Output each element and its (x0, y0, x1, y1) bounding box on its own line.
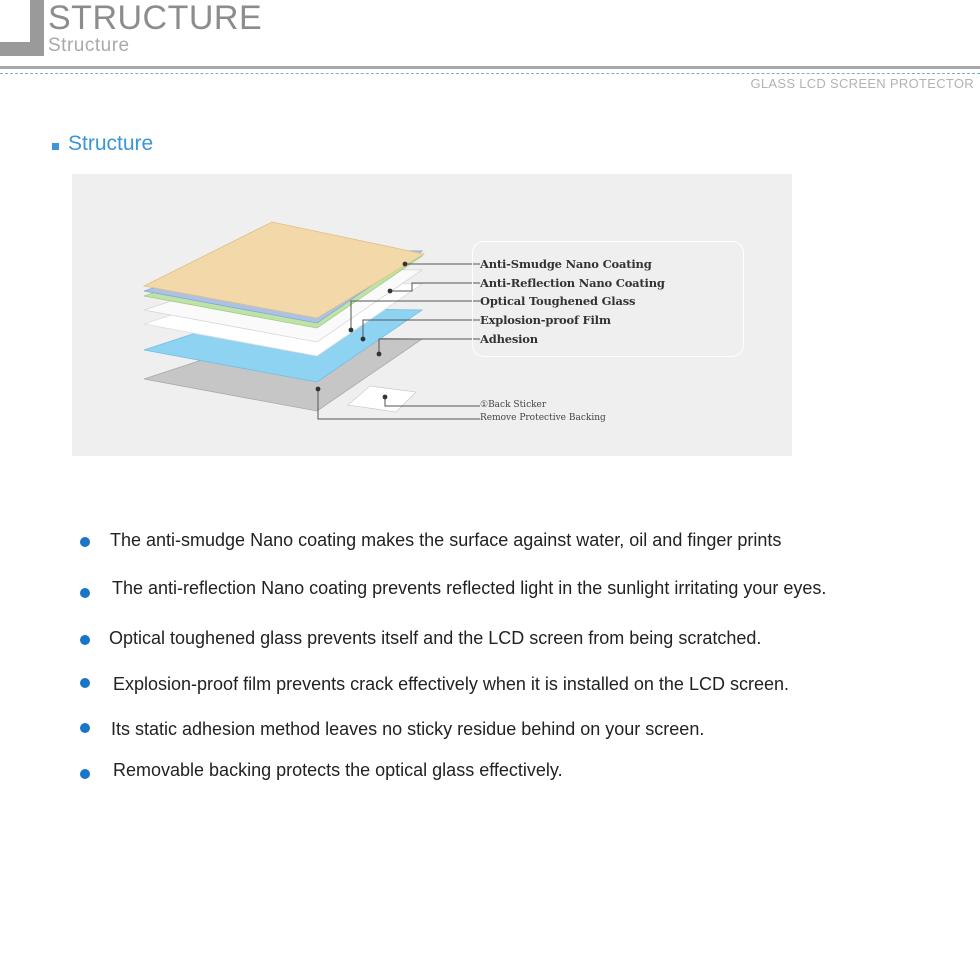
feature-text: Its static adhesion method leaves no sticky residue behind on your screen. (111, 719, 705, 739)
label-toughened-glass: Optical Toughened Glass (480, 294, 636, 308)
section-bullet-icon (52, 143, 59, 150)
feature-text: Optical toughened glass prevents itself and the LCD screen from being scratched. (109, 628, 762, 648)
bullet-icon (80, 769, 90, 779)
header-bracket-decoration (0, 0, 44, 56)
feature-text: The anti-reflection Nano coating prevents reflected light in the sunlight irritating your eyes. (112, 578, 827, 598)
page-title: STRUCTURE (48, 0, 263, 37)
feature-text: Removable backing protects the optical glass effectively. (113, 760, 563, 780)
bullet-icon (80, 537, 90, 547)
header-dashed-rule (0, 73, 980, 74)
feature-text: Explosion-proof film prevents crack effectively when it is installed on the LCD screen. (113, 674, 789, 694)
label-remove-backing: Remove Protective Backing (480, 413, 606, 423)
back-sticker-card (348, 386, 416, 412)
bullet-icon (80, 588, 90, 598)
bullet-icon (80, 723, 90, 733)
header-rule (0, 66, 980, 69)
bullet-icon (80, 635, 90, 645)
label-adhesion: Adhesion (480, 332, 538, 346)
section-title: Structure (68, 132, 154, 155)
label-explosion-proof: Explosion-proof Film (480, 313, 611, 327)
page-subtitle: Structure (48, 35, 130, 56)
feature-text: The anti-smudge Nano coating makes the surface against water, oil and finger prints (110, 530, 782, 550)
product-tag: GLASS LCD SCREEN PROTECTOR (750, 76, 974, 91)
label-anti-reflection: Anti-Reflection Nano Coating (480, 276, 665, 290)
bullet-icon (80, 678, 90, 688)
label-back-sticker: ①Back Sticker (480, 400, 547, 410)
label-anti-smudge: Anti-Smudge Nano Coating (480, 257, 652, 271)
structure-diagram (72, 174, 792, 456)
